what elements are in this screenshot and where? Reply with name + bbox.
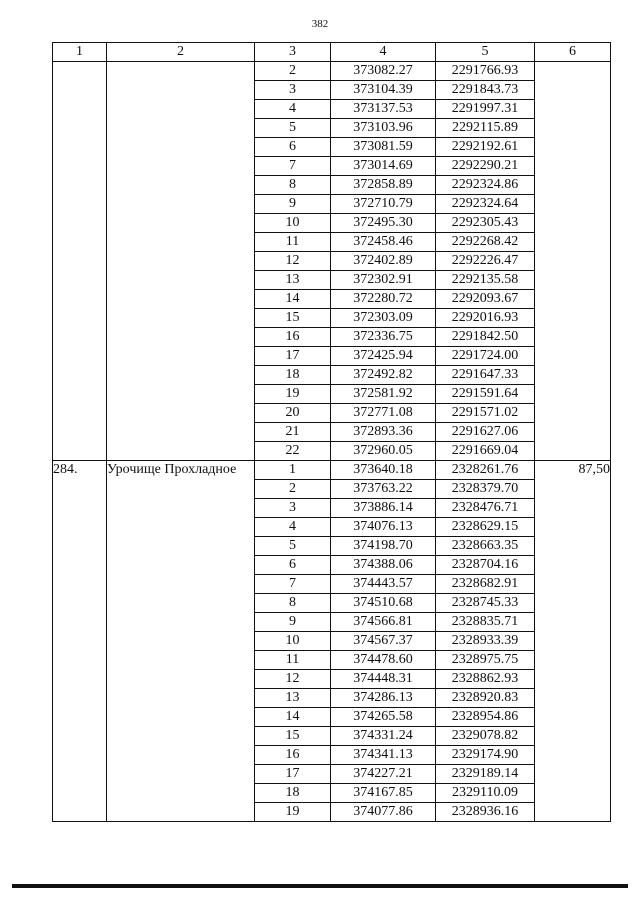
point-number: 9 [255,613,331,632]
point-number: 5 [255,537,331,556]
coord-x: 372893.36 [331,423,436,442]
point-number: 5 [255,119,331,138]
coord-y: 2292135.58 [436,271,535,290]
point-number: 12 [255,670,331,689]
point-number: 2 [255,62,331,81]
coord-x: 372960.05 [331,442,436,461]
coord-x: 372710.79 [331,195,436,214]
point-number: 6 [255,138,331,157]
table-body [53,62,611,822]
point-number: 17 [255,347,331,366]
header-col-5: 5 [436,43,535,62]
coord-y: 2291843.73 [436,81,535,100]
coord-y: 2328936.16 [436,803,535,822]
point-number: 4 [255,100,331,119]
coord-y: 2328261.76 [436,461,535,480]
coord-y: 2328835.71 [436,613,535,632]
coord-x: 374341.13 [331,746,436,765]
coord-x: 374265.58 [331,708,436,727]
coord-x: 372303.09 [331,309,436,328]
point-number: 13 [255,689,331,708]
coord-y: 2328933.39 [436,632,535,651]
coord-y: 2329174.90 [436,746,535,765]
coord-x: 372492.82 [331,366,436,385]
coord-x: 372280.72 [331,290,436,309]
section-area: 87,50 [535,461,611,822]
point-number: 22 [255,442,331,461]
point-number: 21 [255,423,331,442]
coord-x: 373137.53 [331,100,436,119]
coord-x: 374286.13 [331,689,436,708]
coord-y: 2292093.67 [436,290,535,309]
coord-x: 374478.60 [331,651,436,670]
coord-y: 2291627.06 [436,423,535,442]
coord-x: 372302.91 [331,271,436,290]
coord-y: 2328920.83 [436,689,535,708]
point-number: 7 [255,157,331,176]
header-col-2: 2 [107,43,255,62]
point-number: 8 [255,594,331,613]
point-number: 15 [255,309,331,328]
coord-x: 373103.96 [331,119,436,138]
point-number: 12 [255,252,331,271]
coord-y: 2291669.04 [436,442,535,461]
coord-x: 372336.75 [331,328,436,347]
point-number: 8 [255,176,331,195]
coord-x: 374077.86 [331,803,436,822]
coord-x: 374510.68 [331,594,436,613]
point-number: 6 [255,556,331,575]
coord-x: 372402.89 [331,252,436,271]
coord-x: 374198.70 [331,537,436,556]
header-row [53,43,611,62]
coord-x: 372858.89 [331,176,436,195]
section-area [535,62,611,461]
table-row [53,461,611,480]
coord-x: 373081.59 [331,138,436,157]
coord-x: 373640.18 [331,461,436,480]
coord-x: 372425.94 [331,347,436,366]
coord-x: 373014.69 [331,157,436,176]
coord-x: 373104.39 [331,81,436,100]
coord-y: 2292192.61 [436,138,535,157]
point-number: 19 [255,803,331,822]
coordinates-table [52,42,611,822]
point-number: 10 [255,214,331,233]
coord-y: 2292016.93 [436,309,535,328]
header-col-6: 6 [535,43,611,62]
point-number: 11 [255,651,331,670]
coord-y: 2292115.89 [436,119,535,138]
coord-y: 2291997.31 [436,100,535,119]
point-number: 11 [255,233,331,252]
coord-x: 374567.37 [331,632,436,651]
point-number: 16 [255,328,331,347]
coord-y: 2329110.09 [436,784,535,803]
coord-x: 373886.14 [331,499,436,518]
coord-x: 374076.13 [331,518,436,537]
coord-y: 2291571.02 [436,404,535,423]
coord-x: 372458.46 [331,233,436,252]
section-number: 284. [53,461,107,822]
page-number: 382 [311,18,329,30]
coord-x: 374331.24 [331,727,436,746]
point-number: 2 [255,480,331,499]
point-number: 10 [255,632,331,651]
coord-x: 372495.30 [331,214,436,233]
coord-y: 2328682.91 [436,575,535,594]
coord-y: 2291842.50 [436,328,535,347]
coord-y: 2328862.93 [436,670,535,689]
coord-x: 372771.08 [331,404,436,423]
coord-x: 372581.92 [331,385,436,404]
point-number: 14 [255,290,331,309]
coord-y: 2291724.00 [436,347,535,366]
header-col-1: 1 [53,43,107,62]
point-number: 16 [255,746,331,765]
coord-y: 2328663.35 [436,537,535,556]
coord-y: 2292268.42 [436,233,535,252]
point-number: 3 [255,81,331,100]
point-number: 20 [255,404,331,423]
coord-y: 2328975.75 [436,651,535,670]
table-row [53,62,611,81]
header-col-3: 3 [255,43,331,62]
point-number: 9 [255,195,331,214]
coord-y: 2292305.43 [436,214,535,233]
coord-y: 2328629.15 [436,518,535,537]
coord-x: 374227.21 [331,765,436,784]
coord-x: 374167.85 [331,784,436,803]
coord-x: 373763.22 [331,480,436,499]
coord-y: 2292290.21 [436,157,535,176]
coord-y: 2292226.47 [436,252,535,271]
coord-x: 374448.31 [331,670,436,689]
coord-y: 2328704.16 [436,556,535,575]
section-name: Урочище Прохладное [107,461,255,822]
coord-y: 2328745.33 [436,594,535,613]
coord-x: 373082.27 [331,62,436,81]
point-number: 18 [255,784,331,803]
coord-y: 2328476.71 [436,499,535,518]
point-number: 15 [255,727,331,746]
coord-x: 374443.57 [331,575,436,594]
point-number: 1 [255,461,331,480]
point-number: 19 [255,385,331,404]
coord-y: 2291766.93 [436,62,535,81]
bottom-rule [12,884,628,888]
coord-x: 374388.06 [331,556,436,575]
coord-y: 2328379.70 [436,480,535,499]
coord-y: 2329078.82 [436,727,535,746]
coord-y: 2329189.14 [436,765,535,784]
coord-y: 2291647.33 [436,366,535,385]
point-number: 18 [255,366,331,385]
coord-x: 374566.81 [331,613,436,632]
point-number: 17 [255,765,331,784]
point-number: 7 [255,575,331,594]
point-number: 14 [255,708,331,727]
coord-y: 2291591.64 [436,385,535,404]
coord-y: 2292324.64 [436,195,535,214]
coord-y: 2292324.86 [436,176,535,195]
section-number [53,62,107,461]
point-number: 3 [255,499,331,518]
section-name [107,62,255,461]
point-number: 13 [255,271,331,290]
coord-y: 2328954.86 [436,708,535,727]
point-number: 4 [255,518,331,537]
header-col-4: 4 [331,43,436,62]
